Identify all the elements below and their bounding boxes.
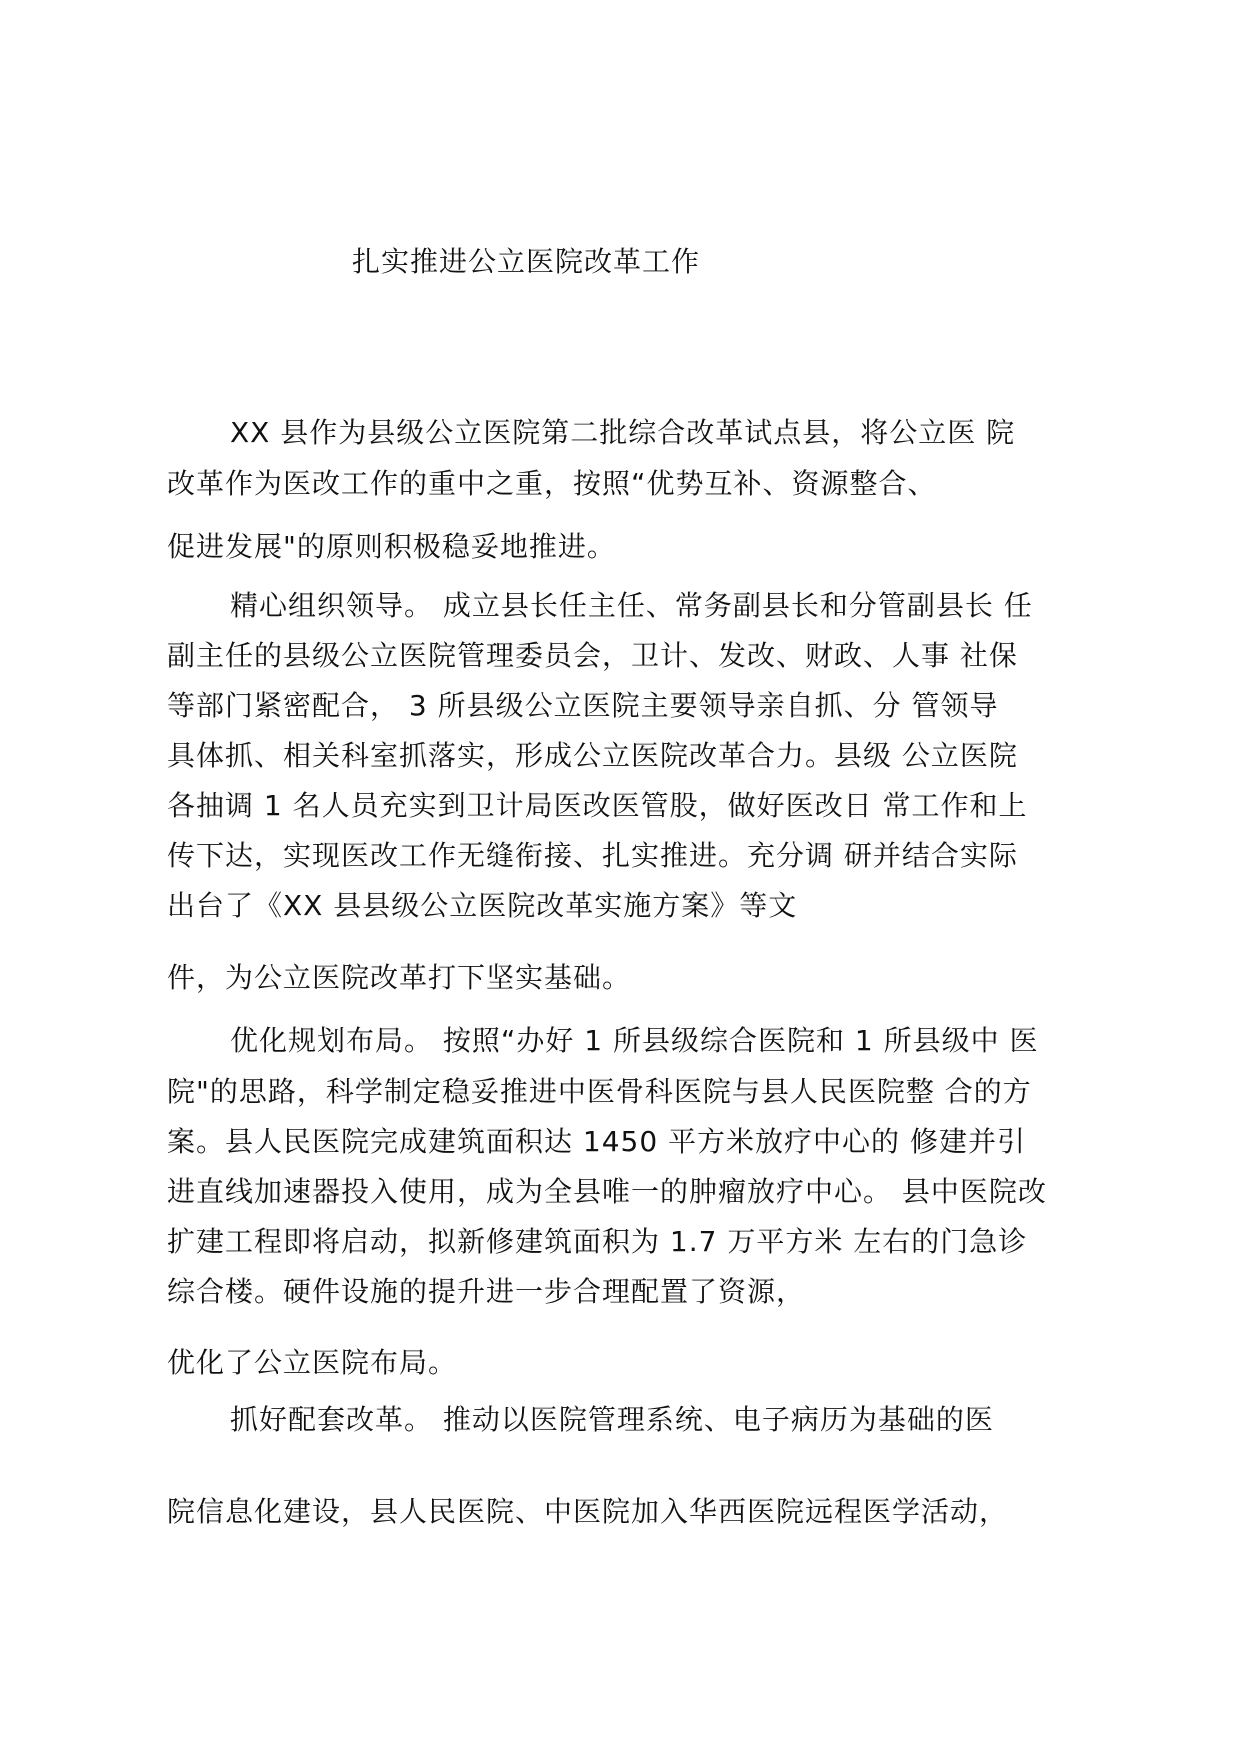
paragraph-line: XX 县作为县级公立医院第二批综合改革试点县，将公立医 院: [230, 416, 1016, 449]
paragraph-line: 抓好配套改革。 推动以医院管理系统、电子病历为基础的医: [230, 1403, 994, 1436]
paragraph-line: 院"的思路，科学制定稳妥推进中医骨科医院与县人民医院整 合的方: [167, 1075, 1032, 1108]
paragraph-line: 进直线加速器投入使用，成为全县唯一的肿瘤放疗中心。 县中医院改: [167, 1175, 1047, 1208]
paragraph-line: 各抽调 1 名人员充实到卫计局医改医管股，做好医改日 常工作和上: [167, 789, 1028, 822]
paragraph-line: 等部门紧密配合， 3 所县级公立医院主要领导亲自抓、分 管领导: [167, 689, 999, 722]
paragraph-line: 综合楼。硬件设施的提升进一步合理配置了资源，: [167, 1275, 806, 1308]
paragraph-line: 扩建工程即将启动，拟新修建筑面积为 1.7 万平方米 左右的门急诊: [167, 1225, 1028, 1258]
paragraph-line: 传下达，实现医改工作无缝衔接、扎实推进。充分调 研并结合实际: [167, 839, 1018, 872]
paragraph-line: 件，为公立医院改革打下坚实基础。: [167, 961, 632, 994]
paragraph-line: 院信息化建设，县人民医院、中医院加入华西医院远程医学活动，: [167, 1495, 1009, 1528]
paragraph-line: 案。县人民医院完成建筑面积达 1450 平方米放疗中心的 修建并引: [167, 1125, 1026, 1158]
paragraph-line: 副主任的县级公立医院管理委员会，卫计、发改、财政、人事 社保: [167, 639, 1018, 672]
paragraph-line: 优化规划布局。 按照“办好 1 所县级综合医院和 1 所县级中 医: [230, 1024, 1039, 1057]
paragraph-line: 优化了公立医院布局。: [167, 1346, 458, 1379]
paragraph-line: 出台了《XX 县县级公立医院改革实施方案》等文: [167, 889, 798, 922]
paragraph-line: 精心组织领导。 成立县长任主任、常务副县长和分管副县长 任: [230, 589, 1033, 622]
paragraph-line: 具体抓、相关科室抓落实，形成公立医院改革合力。县级 公立医院: [167, 739, 1018, 772]
paragraph-line: 改革作为医改工作的重中之重，按照“优势互补、资源整合、: [167, 467, 937, 500]
document-title: 扎实推进公立医院改革工作: [352, 245, 701, 278]
paragraph-line: 促进发展"的原则积极稳妥地推进。: [167, 530, 616, 563]
